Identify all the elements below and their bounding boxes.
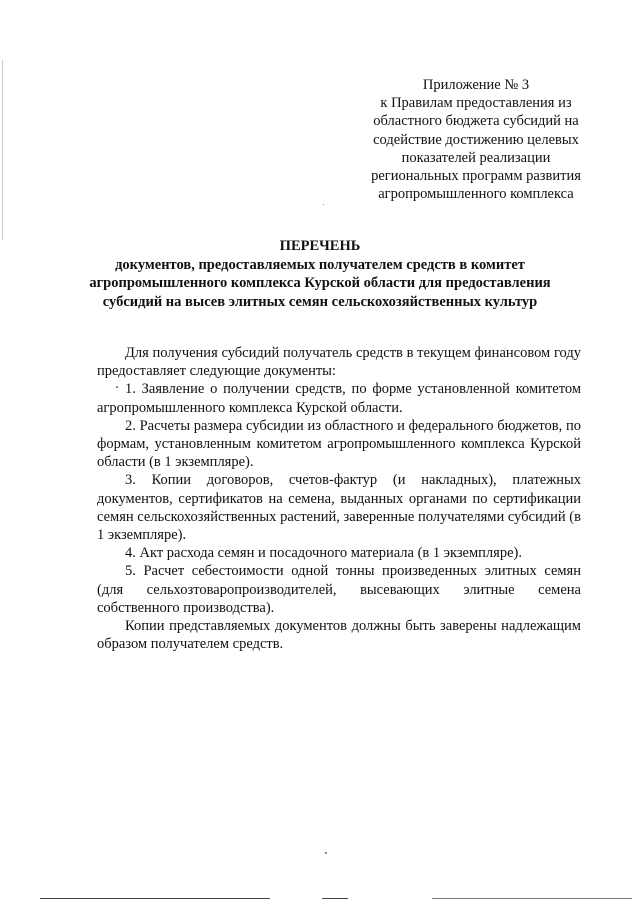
appendix-line: к Правилам предоставления из (380, 95, 572, 112)
appendix-line: Приложение № 3 (422, 77, 530, 93)
appendix-line: содействие достижению целевых (373, 131, 579, 148)
scan-bottom-line (322, 898, 348, 899)
scan-bottom-line (40, 898, 270, 899)
scan-speck (323, 204, 324, 205)
scan-speck (325, 852, 327, 854)
appendix-line: областного бюджета субсидий на (373, 113, 579, 130)
scan-bottom-line (432, 898, 632, 899)
document-title (70, 237, 570, 311)
title-subtitle-line: агропромышленного комплекса Курской области для предоставления (89, 275, 551, 292)
closing-paragraph: Копии представляемых документов должны быть заверены надлежащим образом получателем средств. (97, 618, 581, 653)
list-item-1: 1. Заявление о получении средств, по форме установленной комитетом агропромышленного комплекса Курской области. (97, 381, 581, 416)
scan-edge-line (2, 60, 3, 240)
appendix-line: региональных программ развития (371, 168, 581, 185)
list-item-3: 3. Копии договоров, счетов-фактур (и накладных), платежных документов, сертификатов на семена, выданных органами по сертификации семян сельскохозяйственных растений, заверенные получателями субсидий (в 1 экземпляре). (97, 472, 581, 544)
intro-paragraph: Для получения субсидий получатель средств в текущем финансовом году предоставляет следующие документы: (97, 345, 581, 380)
title-subtitle-line: субсидий на высев элитных семян сельскохозяйственных культур (102, 293, 538, 310)
appendix-line: агропромышленного комплекса (378, 186, 574, 203)
list-item-4: 4. Акт расхода семян и посадочного материала (в 1 экземпляре). (125, 545, 522, 562)
appendix-line: показателей реализации (401, 149, 551, 166)
title-subtitle-line: документов, предоставляемых получателем средств в комитет (115, 256, 525, 273)
document-body (97, 344, 581, 653)
title-heading: ПЕРЕЧЕНЬ (279, 238, 361, 254)
appendix-header (356, 76, 596, 203)
list-item-5: 5. Расчет себестоимости одной тонны произведенных элитных семян (для сельхозтоваропроизводителей, высевающих элитные семена собственного производства). (97, 563, 581, 616)
scan-speck (116, 386, 118, 388)
list-item-2: 2. Расчеты размера субсидии из областного и федерального бюджетов, по формам, установленным комитетом агропромышленного комплекса Курской области (в 1 экземпляре). (97, 417, 581, 471)
